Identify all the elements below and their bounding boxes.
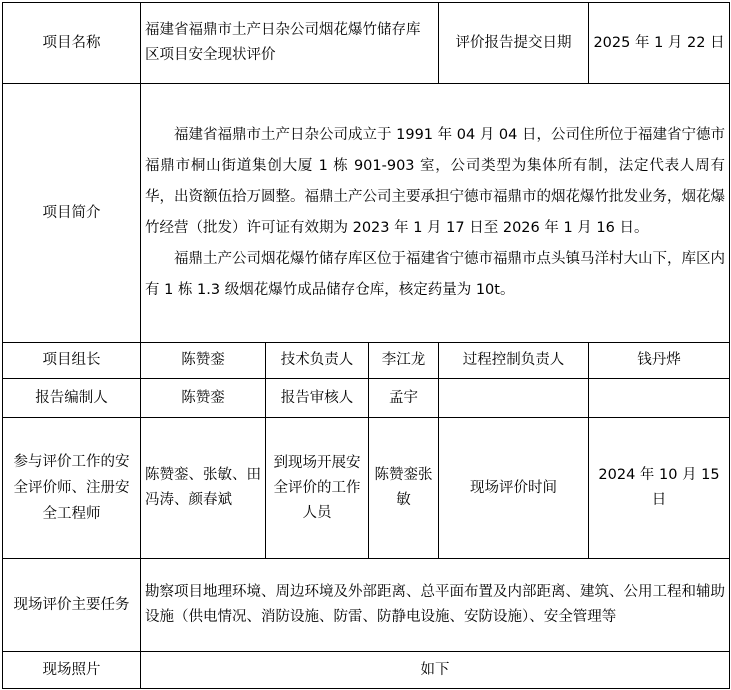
- row-tasks: [3, 559, 730, 652]
- intro-paragraph-1: 福建省福鼎市土产日杂公司成立于 1991 年 04 月 04 日，公司住所位于福建省宁德市福鼎市桐山街道集创大厦 1 栋 901-903 室，公司类型为集体所有制，法定代表人周有华，出资额伍拾万圆整。福鼎土产公司主要承担宁德市福鼎市的烟花爆竹批发业务，烟花爆竹经营（批发）许可证有效期为 2023 年 1 月 17 日至 2026 年 1 月 16 日。: [145, 127, 726, 236]
- tech-label: 技术负责人: [266, 343, 369, 379]
- intro-label: 项目简介: [3, 84, 141, 343]
- photos-label: 现场照片: [3, 652, 141, 689]
- row-editor: [3, 379, 730, 418]
- onsite-label: 到现场开展安全评价的工作人员: [266, 418, 369, 559]
- project-name-label: 项目名称: [3, 3, 141, 84]
- evaluators-names: 陈赞銮、张敏、田冯涛、颜春斌: [141, 418, 266, 559]
- submit-date-value: 2025 年 1 月 22 日: [589, 3, 730, 84]
- intro-content: [141, 84, 730, 343]
- row-photos: [3, 652, 730, 689]
- row-intro: [3, 84, 730, 343]
- tasks-value: 勘察项目地理环境、周边环境及外部距离、总平面布置及内部距离、建筑、公用工程和辅助设施（供电情况、消防设施、防雷、防静电设施、安防设施）、安全管理等: [141, 559, 730, 652]
- process-value: 钱丹烨: [589, 343, 730, 379]
- photos-value: 如下: [141, 652, 730, 689]
- onsite-names: 陈赞銮张敏: [369, 418, 439, 559]
- eval-time-label: 现场评价时间: [439, 418, 589, 559]
- eval-time-value: 2024 年 10 月 15 日: [589, 418, 730, 559]
- project-name-value: 福建省福鼎市土产日杂公司烟花爆竹储存库区项目安全现状评价: [141, 3, 439, 84]
- intro-paragraph-2: 福鼎土产公司烟花爆竹储存库区位于福建省宁德市福鼎市点头镇马洋村大山下，库区内有 1 栋 1.3 级烟花爆竹成品储存仓库，核定药量为 10t。: [145, 251, 726, 298]
- editor-label: 报告编制人: [3, 379, 141, 418]
- tasks-label: 现场评价主要任务: [3, 559, 141, 652]
- leader-label: 项目组长: [3, 343, 141, 379]
- editor-value: 陈赞銮: [141, 379, 266, 418]
- evaluators-label: 参与评价工作的安全评价师、注册安全工程师: [3, 418, 141, 559]
- leader-value: 陈赞銮: [141, 343, 266, 379]
- row-evaluators: [3, 418, 730, 559]
- submit-date-label: 评价报告提交日期: [439, 3, 589, 84]
- reviewer-label: 报告审核人: [266, 379, 369, 418]
- tech-value: 李江龙: [369, 343, 439, 379]
- empty-cell: [589, 379, 730, 418]
- empty-cell: [439, 379, 589, 418]
- process-label: 过程控制负责人: [439, 343, 589, 379]
- project-info-table: [2, 2, 730, 689]
- row-project-name: [3, 3, 730, 84]
- row-team-leader: [3, 343, 730, 379]
- reviewer-value: 孟宇: [369, 379, 439, 418]
